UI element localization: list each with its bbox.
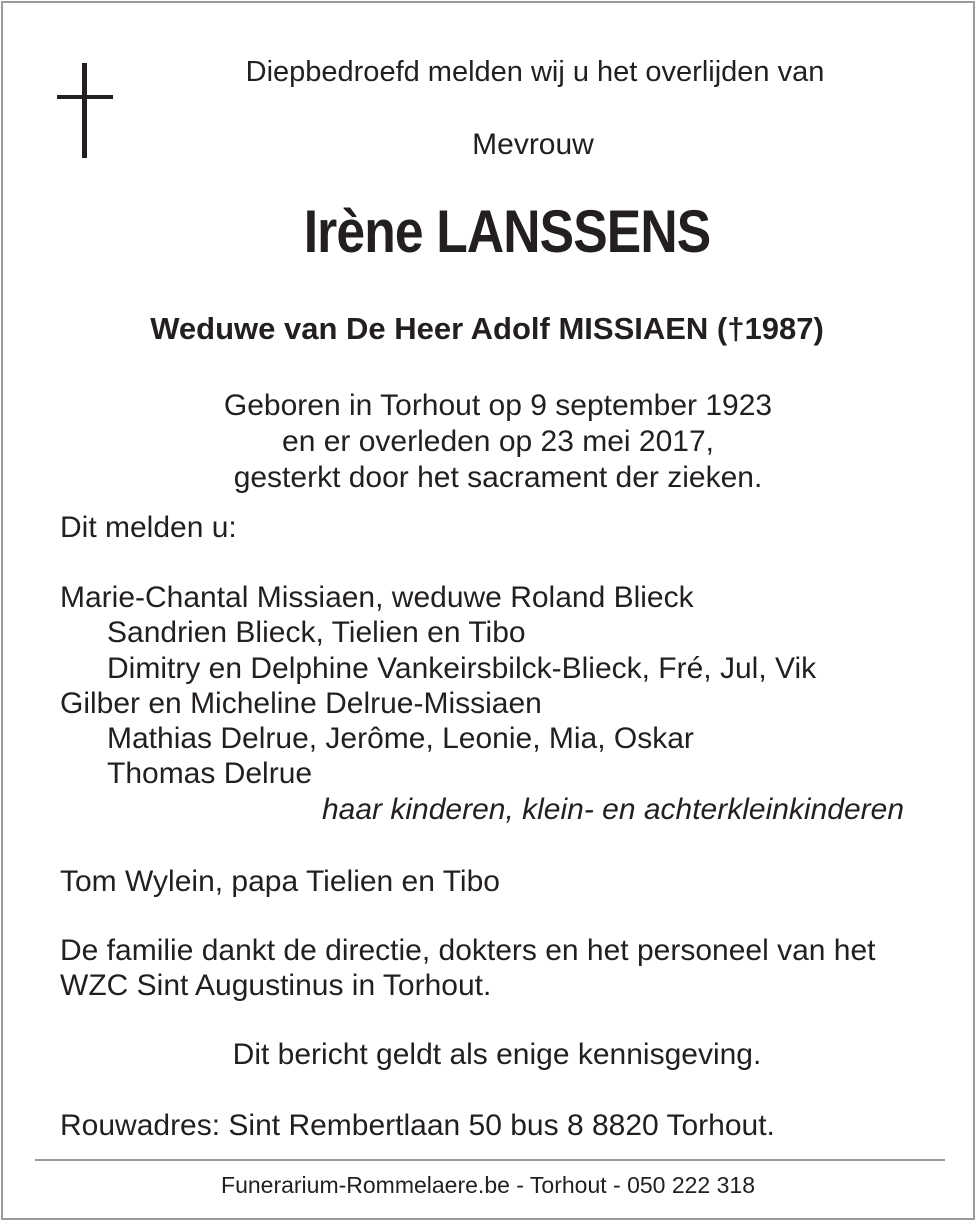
funeral-home-footer: Funerarium-Rommelaere.be - Torhout - 050 222 318 (221, 1172, 755, 1198)
sacrament-line: gesterkt door het sacrament der zieken. (233, 461, 763, 494)
honorific: Mevrouw (472, 128, 594, 161)
birth-death-block (8, 388, 980, 496)
deceased-name: Irène LANSSENS (303, 198, 711, 265)
thanks-line: De familie dankt de directie, dokters en het personeel van het (60, 934, 876, 967)
family-list (60, 580, 816, 792)
family-member: Dimitry en Delphine Vankeirsbilck-Blieck, Fré, Jul, Vik (107, 651, 817, 685)
family-member: Mathias Delrue, Jerôme, Leonie, Mia, Oskar (107, 722, 694, 756)
death-line: en er overleden op 23 mei 2017, (282, 425, 714, 458)
mourning-address: Rouwadres: Sint Rembertlaan 50 bus 8 8820 Torhout. (60, 1109, 775, 1142)
footer-divider (35, 1159, 945, 1161)
spouse-line: Weduwe van De Heer Adolf MISSIAEN (†1987) (150, 311, 824, 346)
birth-line: Geboren in Torhout op 9 september 1923 (223, 389, 773, 422)
thanks-line: WZC Sint Augustinus in Torhout. (60, 969, 492, 1002)
intro-text: Diepbedroefd melden wij u het overlijden van (245, 56, 825, 88)
family-heading: Dit melden u: (60, 511, 237, 544)
thanks-text (60, 933, 875, 1003)
family-relation: haar kinderen, klein- en achterkleinkinderen (322, 793, 905, 826)
notice-text: Dit bericht geldt als enige kennisgeving. (232, 1038, 762, 1071)
family-member: Marie-Chantal Missiaen, weduwe Roland Blieck (60, 581, 694, 614)
family-member: Gilber en Micheline Delrue-Missiaen (60, 686, 542, 720)
family-member: Sandrien Blieck, Tielien en Tibo (107, 616, 526, 650)
other-family-member: Tom Wylein, papa Tielien en Tibo (60, 865, 500, 898)
family-member: Thomas Delrue (107, 757, 313, 791)
